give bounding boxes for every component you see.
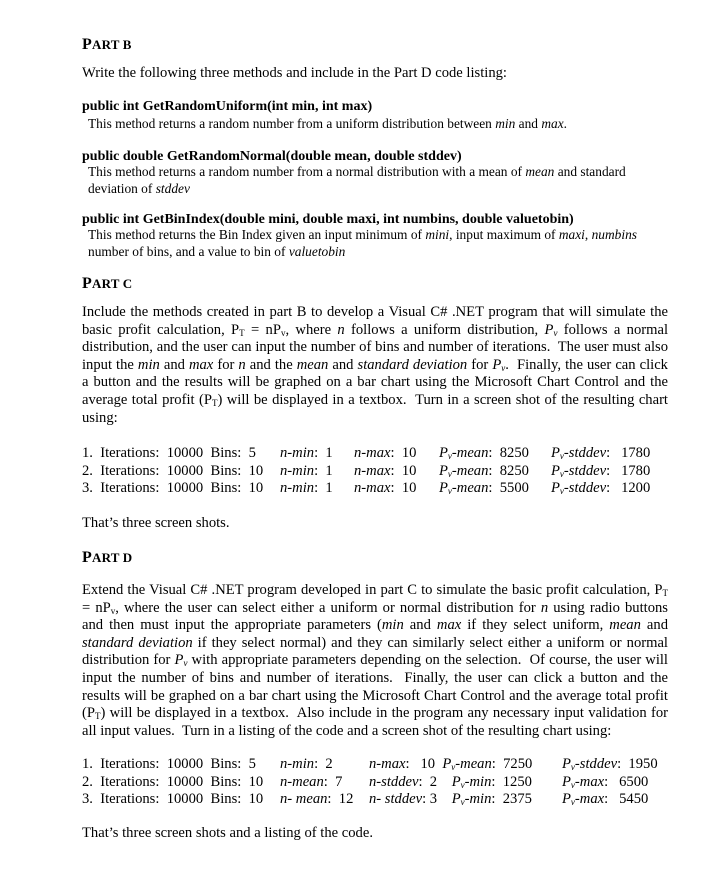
method-description-uniform: This method returns a random number from a uniform distribution between min and max.	[88, 116, 568, 131]
list-cell: $P_v-\max$: 5450	[562, 791, 649, 808]
list-cell: $P_v$-stddev: 1950	[562, 756, 658, 772]
list-cell: $P_v$-stddev: 1200	[551, 480, 651, 497]
list-item	[82, 445, 682, 463]
list-cell: n- stddev: 3 $P_v-\min$: 2375	[369, 791, 532, 808]
list-cell: 3. Iterations: 10000 Bins: 10	[82, 480, 264, 497]
method-signature-uniform: public int GetRandomUniform(int min, int max)	[82, 99, 373, 114]
part-d-body: Extend the Visual C# .NET program developed in part C to simulate the basic profit calculation, $P_T = nP_v$, where the user can select either a uniform or normal distribution for n using radio buttons and then must input the appropriate parameters (min and max if they select uniform, mean and standard deviation if they select normal) and they can similarly select either a uniform or normal distribution for $P_v$ with appropriate parameters depending on the selection. Of course, the user will input the number of bins and number of iterations. Finally, the user can click a button and the results will be graphed on a bar chart using the Microsoft Chart Control and the average total profit $(P_T)$ will be displayed in a textbox. Also include in the program any necessary input validation for all input values. Turn in a listing of the code and a screen shot of the resulting chart using:	[82, 582, 668, 739]
list-cell: n-min: 1	[280, 445, 333, 461]
list-cell: n-max: 10 $P_v$-mean: 7250	[369, 756, 533, 772]
list-cell: n-max: 10	[354, 445, 417, 461]
part-c-body: Include the methods created in part B to develop a Visual C# .NET program that will simulate the basic profit calculation, $P_T = nP_v$, where n follows a uniform distribution, $P_v$ follows a normal distribution, and the user can input the number of bins and number of iterations. The user must also input the min and max for n and the mean and standard deviation for $P_v$. Finally, the user can click a button and the results will be graphed on a bar chart using the Microsoft Chart Control and the average total profit $(P_T)$ will be displayed in a textbox. Turn in a screen shot of the resulting chart using:	[82, 304, 669, 426]
list-cell: $P_v$-mean: 8250	[439, 462, 529, 479]
list-cell: n-min: 1	[280, 480, 333, 497]
list-item	[82, 756, 682, 774]
part-b-heading: PART B	[82, 36, 132, 53]
list-cell: n- mean: 12	[280, 791, 354, 808]
list-cell: 1. Iterations: 10000 Bins: 5	[82, 756, 256, 772]
list-item	[82, 791, 682, 809]
list-item	[82, 463, 682, 481]
method-description-normal: This method returns a random number from a normal distribution with a mean of mean and standard deviation of stddev	[88, 164, 626, 196]
list-cell: $P_v$-stddev: 1780	[551, 445, 651, 461]
list-cell: n-max: 10	[354, 462, 417, 479]
method-signature-binindex: public int GetBinIndex(double mini, double maxi, int numbins, double valuetobin)	[82, 212, 574, 227]
list-cell: n-mean: 7	[280, 773, 343, 790]
part-d-parameter-list	[82, 756, 682, 809]
list-cell: 3. Iterations: 10000 Bins: 10	[82, 791, 264, 808]
list-cell: 2. Iterations: 10000 Bins: 10	[82, 462, 264, 479]
list-cell: 1. Iterations: 10000 Bins: 5	[82, 445, 256, 461]
part-d-closing: That’s three screen shots and a listing of the code.	[82, 825, 373, 841]
part-b-intro: Write the following three methods and include in the Part D code listing:	[82, 65, 507, 81]
list-cell: n-min: 2	[280, 756, 333, 772]
list-cell: $P_v$-mean: 5500	[439, 480, 529, 497]
part-c-parameter-list	[82, 445, 682, 498]
list-cell: n-max: 10	[354, 480, 417, 497]
list-cell: n-stddev: 2 $P_v-\min$: 1250	[369, 773, 532, 790]
method-description-binindex: This method returns the Bin Index given an input minimum of mini, input maximum of maxi, numbins number of bins, and a value to bin of valuetobin	[88, 227, 637, 259]
part-c-heading: PART C	[82, 275, 133, 292]
list-item	[82, 480, 682, 498]
list-cell: $P_v-\max$: 6500	[562, 773, 649, 790]
part-d-heading: PART D	[82, 549, 133, 566]
list-cell: $P_v$-stddev: 1780	[551, 462, 651, 479]
part-c-closing: That’s three screen shots.	[82, 515, 230, 531]
list-cell: n-min: 1	[280, 462, 333, 479]
list-item	[82, 774, 682, 792]
list-cell: $P_v$-mean: 8250	[439, 445, 529, 461]
method-signature-normal: public double GetRandomNormal(double mean, double stddev)	[82, 149, 462, 164]
list-cell: 2. Iterations: 10000 Bins: 10	[82, 773, 264, 790]
